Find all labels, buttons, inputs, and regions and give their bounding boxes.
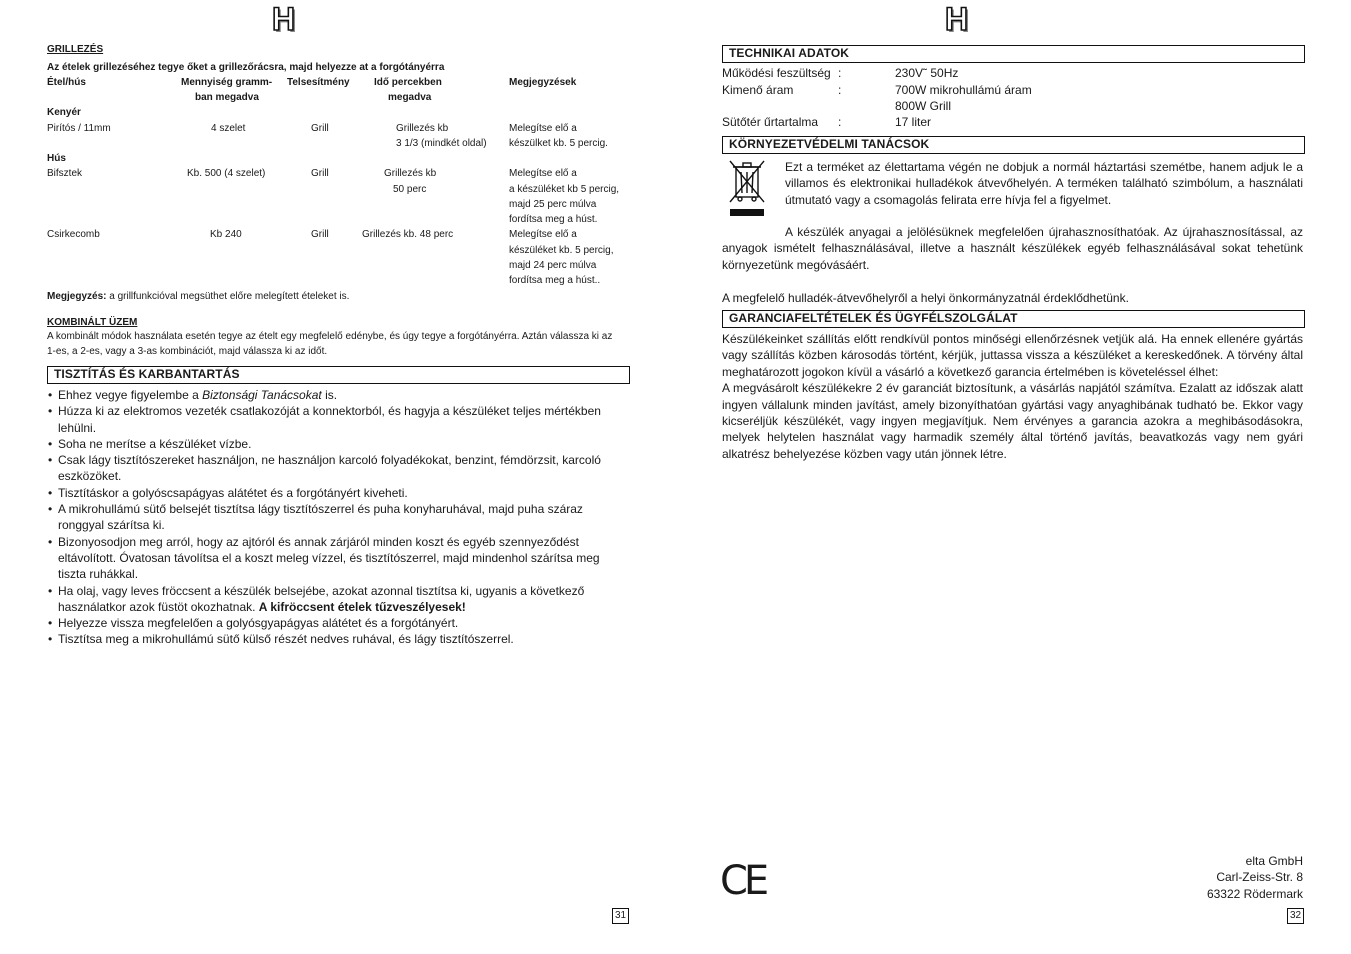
list-item: • Bizonyosodjon meg arról, hogy az ajtóról és annak zárjáról minden koszt és egyéb szennyeződést eltávolított. Óvatosan távolítsa el a koszt meleg vízzel, és tisztítószerrel, majd mindenhol szárítsa meg tiszta ruhákkal. [48,534,630,583]
list-item: • Tisztítsa meg a mikrohullámú sütő külső részét nedves ruhával, és lágy tisztítószerrel. [48,631,630,647]
cell-note-2: készülket kb. 5 percig. [509,138,608,149]
combi-line-1: A kombinált módok használata esetén tegye az ételt egy megfelelő edénybe, és úgy tegye a forgótányérra. Aztán válassza ki az [47,331,613,342]
page-letter-right: H [945,1,969,37]
list-item: • Ehhez vegye figyelembe a Biztonsági Tanácsokat is. [48,387,630,403]
spec-label-capacity: Sütőtér űrtartalma [722,115,819,129]
env-paragraph-2: A készülék anyagai a jelölésüknek megfelelően újrahasznosíthatóak. Az újrahasznosítással, az anyagok ismételt felhasználásával, illetve a használt készülékek egyéb felhasználásával sokat tehetünk környezetünk megóvásáért. [722,225,1303,272]
cell-time-2: 3 1/3 (mindkét oldal) [396,138,487,149]
combi-text [47,329,632,359]
weee-bin-icon [726,158,768,218]
col-time-2: megadva [388,92,432,103]
list-item: • Soha ne merítse a készüléket vízbe. [48,436,630,452]
cell-qty: Kb 240 [210,229,242,240]
cell-note: Melegítse elő a [509,229,577,240]
address-line: 63322 Rödermark [1206,886,1303,901]
footnote-label: Megjegyzés: [47,291,107,302]
col-food: Étel/hús [47,77,86,88]
list-item: • Helyezze vissza megfelelően a golyósgyapágyas alátétet és a forgótányért. [48,615,630,631]
grill-heading: GRILLEZÉS [47,44,104,55]
warranty-paragraph-2: A megvásárolt készülékekre 2 év garanciát biztosítunk, a vásárlás napjától számítva. Ezalatt az időszak alatt ingyen vállalunk minden javítást, amely bizonyíthatóan gyártási vagy anyaghibának tudható be. Ekkor vagy kicseréljük készülékét, vagy ingyen megjavítjuk. Nem érvényes a garancia azokra a meghibásodásokra, melyek helytelen használat vagy harmadik személy által történő javítás, beavatkozás vagy nem gyári alkatrész behelyezése közben vagy után jönnek létre. [722,381,1303,461]
cell-power: Grill [311,229,329,240]
spec-colon: : [838,115,842,129]
warranty-heading: GARANCIAFELTÉTELEK ÉS ÜGYFÉLSZOLGÁLAT [722,310,1305,328]
cell-note-2: a készüléket kb 5 percig, [509,184,620,195]
col-notes: Megjegyzések [509,77,577,88]
combi-heading: KOMBINÁLT ÜZEM [47,317,138,328]
page-letter-left: H [272,1,296,37]
spec-value-voltage: 230V˜ 50Hz [895,66,959,80]
list-item: • A mikrohullámú sütő belsejét tisztítsa lágy tisztítószerrel és puha konyharuhával, majd puha száraz ronggyal szárítsa ki. [48,501,630,534]
env-heading: KÖRNYEZETVÉDELMI TANÁCSOK [722,136,1305,154]
cell-food: Bifsztek [47,168,83,179]
spec-value-output: 700W mikrohullámú áram [895,83,1032,97]
env-paragraph-3: A megfelelő hulladék-átvevőhelyről a helyi önkormányzatnál érdeklődhetünk. [722,291,1129,305]
ce-mark-icon: CE [720,858,766,904]
grill-footnote [47,289,349,304]
cell-power: Grill [311,168,329,179]
address-line: elta GmbH [1245,854,1303,868]
manufacturer-address [1150,853,1303,902]
col-qty-2: ban megadva [195,92,259,103]
list-item: • Húzza ki az elektromos vezeték csatlakozóját a konnektorból, és hagyja a készüléket teljes mértékben lehülni. [48,403,630,436]
cell-food: Csirkecomb [47,229,100,240]
cell-note-2: készüléket kb. 5 percig, [509,245,614,256]
cell-qty: Kb. 500 (4 szelet) [187,168,266,179]
list-item: • Ha olaj, vagy leves fröccsent a készülék belsejébe, azokat azonnal tisztítsa ki, ugyanis a következő használatkor azok füstöt okozhatnak. A kifröccsent ételek tűzveszélyesek! [48,583,630,616]
cell-time: Grillezés kb [384,168,437,179]
cell-time-2: 50 perc [393,184,427,195]
col-time: Idő percekben [374,77,442,88]
cell-power: Grill [311,123,329,134]
page-number-right: 32 [1287,908,1304,924]
col-power: Telsesítmény [287,77,350,88]
cell-time: Grillezés kb. 48 perc [362,229,454,240]
cell-time: Grillezés kb [396,123,449,134]
cell-food: Pirítós / 11mm [47,123,111,134]
warranty-paragraph-1: Készülékeinket szállítás előtt rendkívül pontos minőségi ellenőrzésnek vetjük alá. Ha ennek ellenére gyártás vagy szállítás közben károsodás történt, kérjük, juttassa vissza a készüléket a kereskedőnek. A törvény által meghatározott jogokon kívül a vásárló a következő garancia értelmében is követeléssel élhet: [722,332,1303,379]
page-number-left: 31 [612,908,629,924]
list-item: • Tisztításkor a golyóscsapágyas alátétet és a forgótányért kiveheti. [48,485,630,501]
env-paragraph-1: Ezt a terméket az élettartama végén ne dobjuk a normál háztartási szemétbe, hanem adjuk le a villamos és elektronikai hulladékok átvevőhelyén. A terméken található szimbólum, a használati útmutató vagy a csomagolás felirata erre hívja fel a figyelmet. [785,160,1303,207]
address-line: Carl-Zeiss-Str. 8 [1216,870,1303,885]
warranty-text [722,331,1303,462]
cleaning-heading: TISZTÍTÁS ÉS KARBANTARTÁS [47,366,630,384]
spec-colon: : [838,83,842,97]
tech-heading: TECHNIKAI ADATOK [722,45,1305,63]
spec-colon: : [838,66,842,80]
cell-note-3: majd 25 perc múlva [509,199,597,210]
category-meat: Hús [47,153,66,164]
spec-label-output: Kimenő áram [722,83,794,97]
category-bread: Kenyér [47,107,81,118]
spec-value-grill: 800W Grill [895,99,952,113]
cell-note-4: fordítsa meg a húst. [509,214,598,225]
cell-note-3: majd 24 perc múlva [509,260,597,271]
col-qty: Mennyiség gramm- [181,77,273,88]
footnote-text: a grillfunkcióval megsüthet előre melegített ételeket is. [106,291,350,302]
cell-note: Melegítse elő a [509,123,577,134]
cell-qty: 4 szelet [211,123,246,134]
list-item: • Csak lágy tisztítószereket használjon, ne használjon karcoló folyadékokat, benzint, fémdörzsit, karcoló eszközöket. [48,452,630,485]
combi-line-2: 1-es, a 2-es, vagy a 3-as kombinációt, majd válassza ki az időt. [47,346,328,357]
spec-label-voltage: Működési feszültség [722,66,831,80]
spec-value-capacity: 17 liter [895,115,932,129]
cleaning-list [48,387,630,648]
grill-intro: Az ételek grillezéséhez tegye őket a grillezőrácsra, majd helyezze at a forgótányérra [47,62,445,73]
cell-note: Melegítse elő a [509,168,577,179]
cell-note-4: fordítsa meg a húst.. [509,275,601,286]
